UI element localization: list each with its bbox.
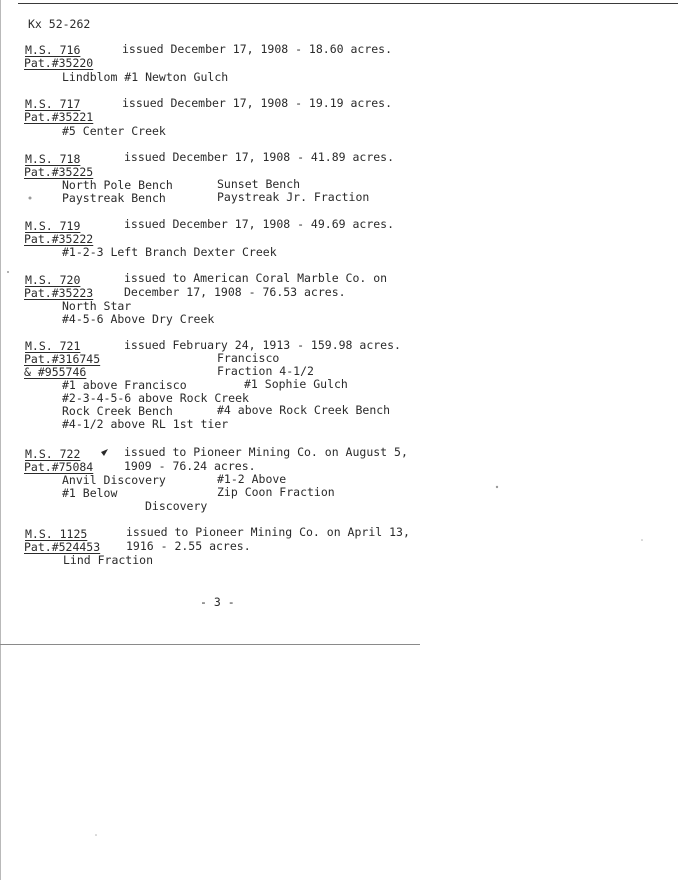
claim-name: North Star [62,299,132,313]
claim-name: #1 Sophie Gulch [244,377,348,391]
issued-text: issued December 17, 1908 - 19.19 acres. [122,96,393,110]
issued-text: issued to Pioneer Mining Co. on April 13, [126,525,410,539]
scan-speck [7,271,9,273]
patent-number: Pat.#35220 [24,56,94,70]
ms-number: M.S. 716 [25,43,81,57]
ms-number: M.S. 721 [25,339,81,353]
claim-name: Discovery [145,499,208,513]
patent-number: Pat.#75084 [24,460,94,474]
claim-name: #1-2 Above [217,472,287,486]
scan-speck [496,486,498,488]
file-reference: Kx 52-262 [28,17,91,31]
claim-name: #4 above Rock Creek Bench [217,403,391,417]
claim-name: Lindblom #1 Newton Gulch [62,70,229,84]
claim-name: Paystreak Bench [62,191,166,205]
issued-text: issued to American Coral Marble Co. on [124,271,388,285]
issued-text-continued: December 17, 1908 - 76.53 acres. [124,285,346,299]
patent-number: Pat.#35221 [24,110,94,124]
claim-name: #2-3-4-5-6 above Rock Creek [62,391,249,405]
issued-text: issued December 17, 1908 - 41.89 acres. [124,150,395,164]
claim-name: Fraction 4-1/2 [217,364,314,378]
issued-text-continued: 1909 - 76.24 acres. [124,459,256,473]
claim-name: #4-1/2 above RL 1st tier [62,417,229,431]
ms-number: M.S. 722 [25,447,81,461]
issued-text-continued: 1916 - 2.55 acres. [126,539,251,553]
ms-number: M.S. 720 [25,273,81,287]
patent-number: Pat.#35223 [24,286,94,300]
claim-name: Anvil Discovery [62,473,166,487]
claim-name: Sunset Bench [217,177,301,191]
patent-number-secondary: & #955746 [24,365,87,379]
page-number: - 3 - [200,595,235,609]
issued-text: issued February 24, 1913 - 159.98 acres. [124,338,401,352]
claim-name: Zip Coon Fraction [217,485,335,499]
claim-name: #1 Below [62,486,118,500]
scan-speck [641,539,643,541]
claim-name: #5 Center Creek [62,124,166,138]
patent-number: Pat.#524453 [24,540,101,554]
patent-number: Pat.#35222 [24,232,94,246]
scan-speck [95,834,97,836]
issued-text: issued December 17, 1908 - 18.60 acres. [122,42,393,56]
issued-text: issued to Pioneer Mining Co. on August 5, [124,445,408,459]
issued-text: issued December 17, 1908 - 49.69 acres. [124,217,395,231]
patent-number: Pat.#35225 [24,165,94,179]
claim-name: #1 above Francisco [62,378,187,392]
ms-number: M.S. 717 [25,97,81,111]
claim-name: #1-2-3 Left Branch Dexter Creek [62,245,277,259]
claim-name: Paystreak Jr. Fraction [217,190,370,204]
ms-number: M.S. 1125 [25,527,88,541]
claim-name: Rock Creek Bench [62,404,173,418]
claim-name: #4-5-6 Above Dry Creek [62,312,215,326]
patent-number: Pat.#316745 [24,352,101,366]
claim-name: North Pole Bench [62,178,173,192]
claim-name: Lind Fraction [63,553,154,567]
claim-name: Francisco [217,351,280,365]
scan-speck [29,197,32,200]
stray-arrow-mark [101,449,108,456]
ms-number: M.S. 718 [25,152,81,166]
ms-number: M.S. 719 [25,219,81,233]
